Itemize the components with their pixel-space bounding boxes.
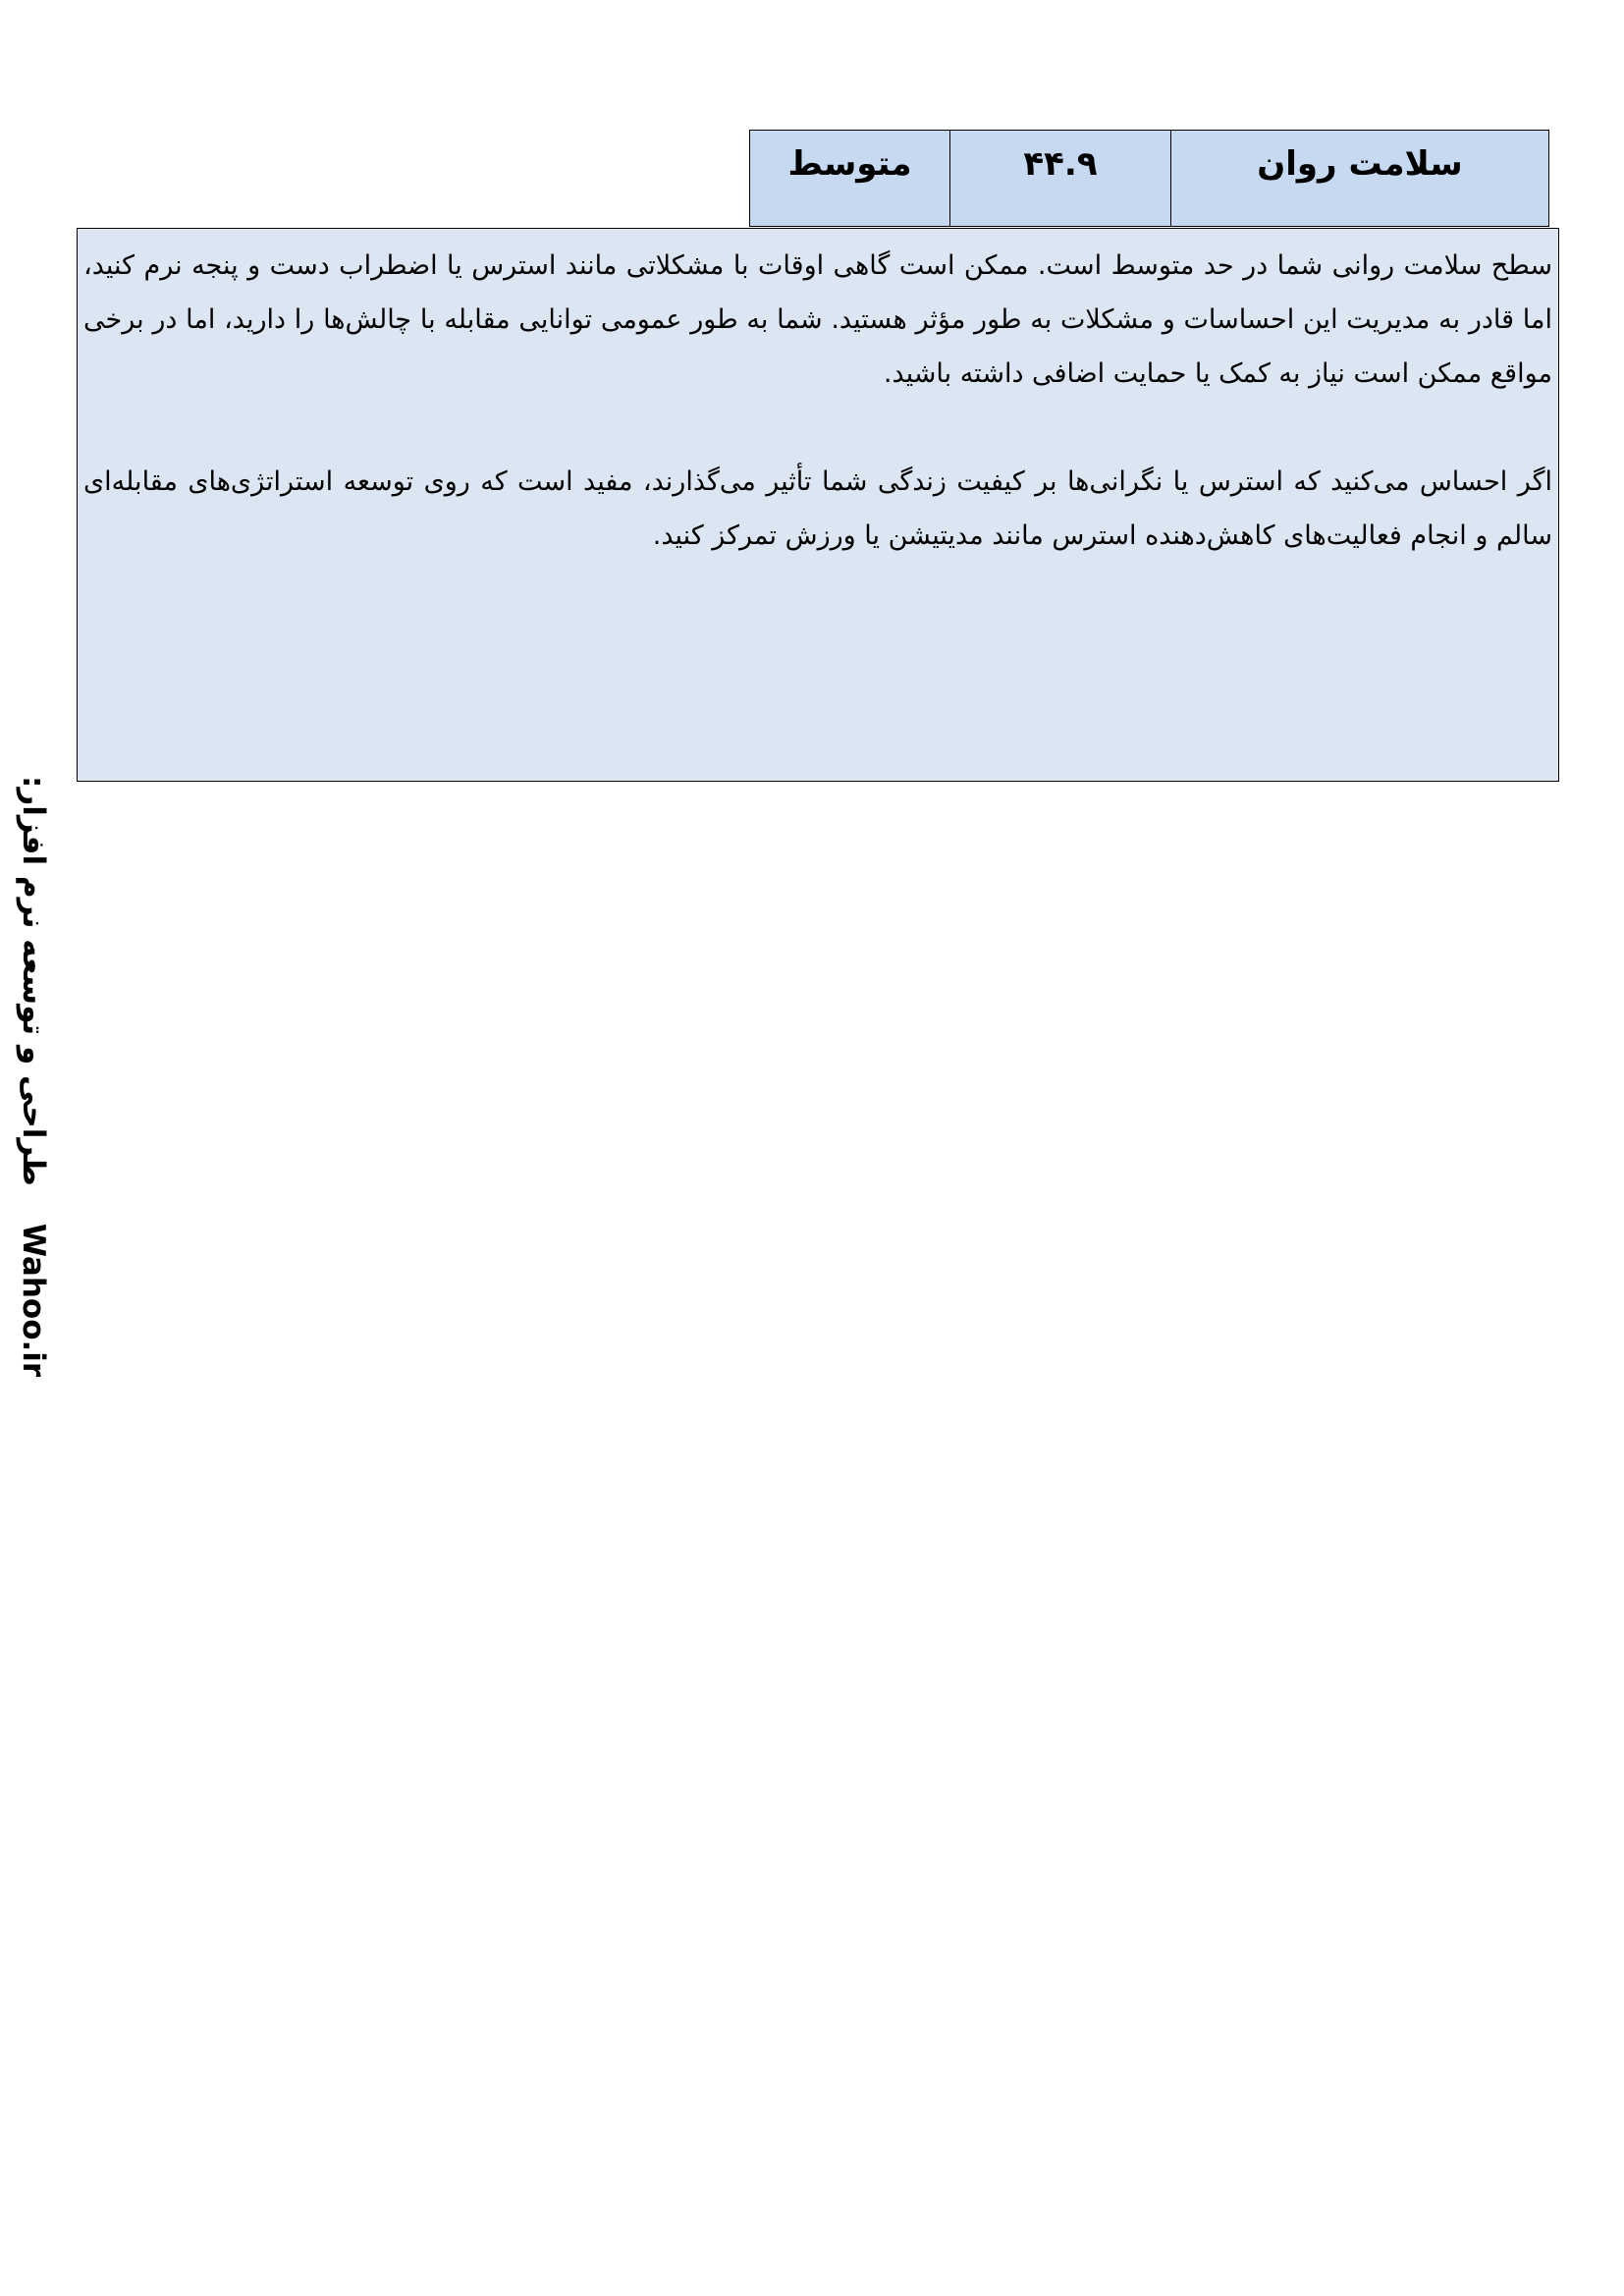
score-cell: ۴۴.۹ <box>950 131 1171 227</box>
side-credit <box>14 776 53 1378</box>
result-summary-table <box>749 130 1549 227</box>
scale-title-cell: سلامت روان <box>1171 131 1549 227</box>
credit-text: طراحی و توسعه نرم افزار: <box>16 776 51 1186</box>
credit-url: Wahoo.ir <box>16 1223 51 1378</box>
result-description-box <box>77 228 1559 782</box>
result-summary-row <box>750 131 1549 227</box>
level-cell: متوسط <box>750 131 950 227</box>
description-paragraph-1: سطح سلامت روانی شما در حد متوسط است. ممکن است گاهی اوقات با مشکلاتی مانند استرس یا اضطراب دست و پنجه نرم کنید، اما قادر به مدیریت این احساسات و مشکلات به طور مؤثر هستید. شما به طور عمومی توانایی مقابله با چالش‌ها را دارید، اما در برخی مواقع ممکن است نیاز به کمک یا حمایت اضافی داشته باشید. <box>83 250 1552 389</box>
description-paragraph-2: اگر احساس می‌کنید که استرس یا نگرانی‌ها بر کیفیت زندگی شما تأثیر می‌گذارند، مفید است که روی توسعه استراتژی‌های مقابله‌ای سالم و انجام فعالیت‌های کاهش‌دهنده استرس مانند مدیتیشن یا ورزش تمرکز کنید. <box>83 466 1552 551</box>
